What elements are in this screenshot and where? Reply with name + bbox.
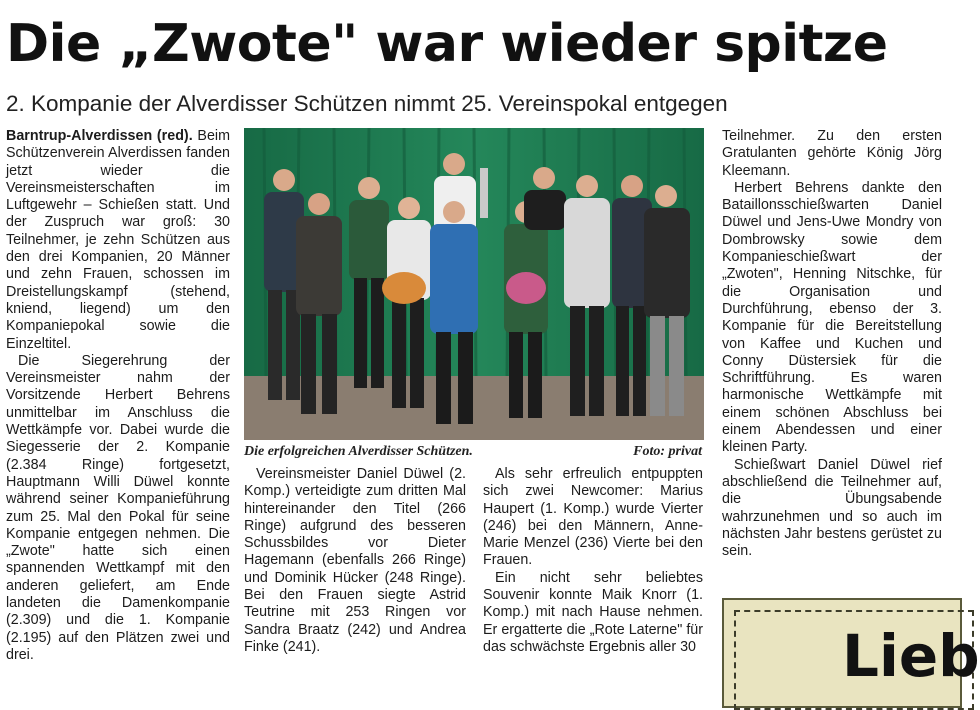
subheadline: 2. Kompanie der Alverdisser Schützen nimmt 25. Vereinspokal entgegen: [6, 91, 728, 116]
paragraph: Vereinsmeister Daniel Düwel (2. Komp.) verteidigte zum dritten Mal hintereinander den Titel (266 Ringe) aufgrund des besseren Schussbildes vor Dieter Hagemann (ebenfalls 266 Ringe) und Dominik Hücker (248 Ringe). Bei den Frauen siegte Astrid Teutrine mit 253 Ringen vor Sandra Braatz (242) und Andrea Finke (241).: [244, 466, 466, 655]
paragraph-text: Beim Schützenverein Alverdissen fanden jetzt wieder die Vereinsmeisterschaften im Luftgewehr – Schießen statt. Und der Zuspruch war groß: 30 Teilnehmer, je zehn Schützen aus den drei Kompanien, 20 Männer und zehn Frauen, schossen im Dreistellungskampf (stehend, kniend, liegend) um den Kompaniepokal sowie die Einzeltitel.: [6, 128, 230, 352]
article-column-2: [244, 466, 466, 656]
dateline: Barntrup-Alverdissen (red).: [6, 128, 193, 144]
article-column-1: [6, 128, 230, 664]
headline: Die „Zwote" war wieder spitze: [6, 14, 888, 74]
paragraph: [6, 128, 230, 353]
article-column-4: [722, 128, 942, 560]
ad-teaser-word: Lieb: [842, 622, 980, 690]
paragraph: Herbert Behrens dankte den Bataillonsschießwarten Daniel Düwel und Jens-Uwe Mondry von Dombrowsky sowie dem Kompanieschießwart der „Zwoten", Henning Nitschke, für die Organisation und Durchführung, ebenso der 3. Kompanie für die Bereitstellung von Kaffee und Kuchen und Conny Düstersiek für die Schriftführung. Es waren harmonische Wettkämpfe mit einem schönen Abschluss bei einem Abendessen und einer kleinen Party.: [722, 179, 942, 456]
paragraph: Ein nicht sehr beliebtes Souvenir konnte Maik Knorr (1. Komp.) mit nach Hause nehmen. Er ergatterte die „Rote Laterne" für das schwächste Ergebnis aller 30: [483, 569, 703, 655]
caption-text: Die erfolgreichen Alverdisser Schützen.: [244, 444, 473, 459]
paragraph: Die Siegerehrung der Vereinsmeister nahm der Vorsitzende Herbert Behrens unmittelbar im Anschluss die Wettkämpfe vor. Dabei wurde die Siegesserie der 2. Kompanie (2.384 Ringe) fortgesetzt, Hauptmann Willi Düwel konnte während seiner Kompanieführung zum 25. Mal den Pokal für seine Kompanie entgegen nehmen. Die „Zwote" hatte sich einen spannenden Wettkampf mit den anderen geliefert, am Ende landeten die Damenkompanie (2.309) und die 1. Kompanie (2.195) auf den Plätzen zwei und drei.: [6, 352, 230, 663]
ad-teaser: [722, 598, 980, 708]
paragraph: Als sehr erfreulich entpuppten sich zwei Newcomer: Marius Haupert (1. Komp.) wurde Vierter (246) bei den Männern, Anne-Marie Menzel (236) Vierte bei den Frauen.: [483, 466, 703, 569]
paragraph: Schießwart Daniel Düwel rief abschließend die Teilnehmer auf, die Übungsabende wahrzunehmen und so auch im nächsten Jahr bestens gerüstet zu sein.: [722, 456, 942, 560]
paragraph: Teilnehmer. Zu den ersten Gratulanten gehörte König Jörg Kleemann.: [722, 128, 942, 179]
article-column-3: [483, 466, 703, 656]
group-photo: [244, 128, 704, 440]
photo-credit: Foto: privat: [633, 444, 702, 459]
photo-caption: [244, 443, 704, 460]
